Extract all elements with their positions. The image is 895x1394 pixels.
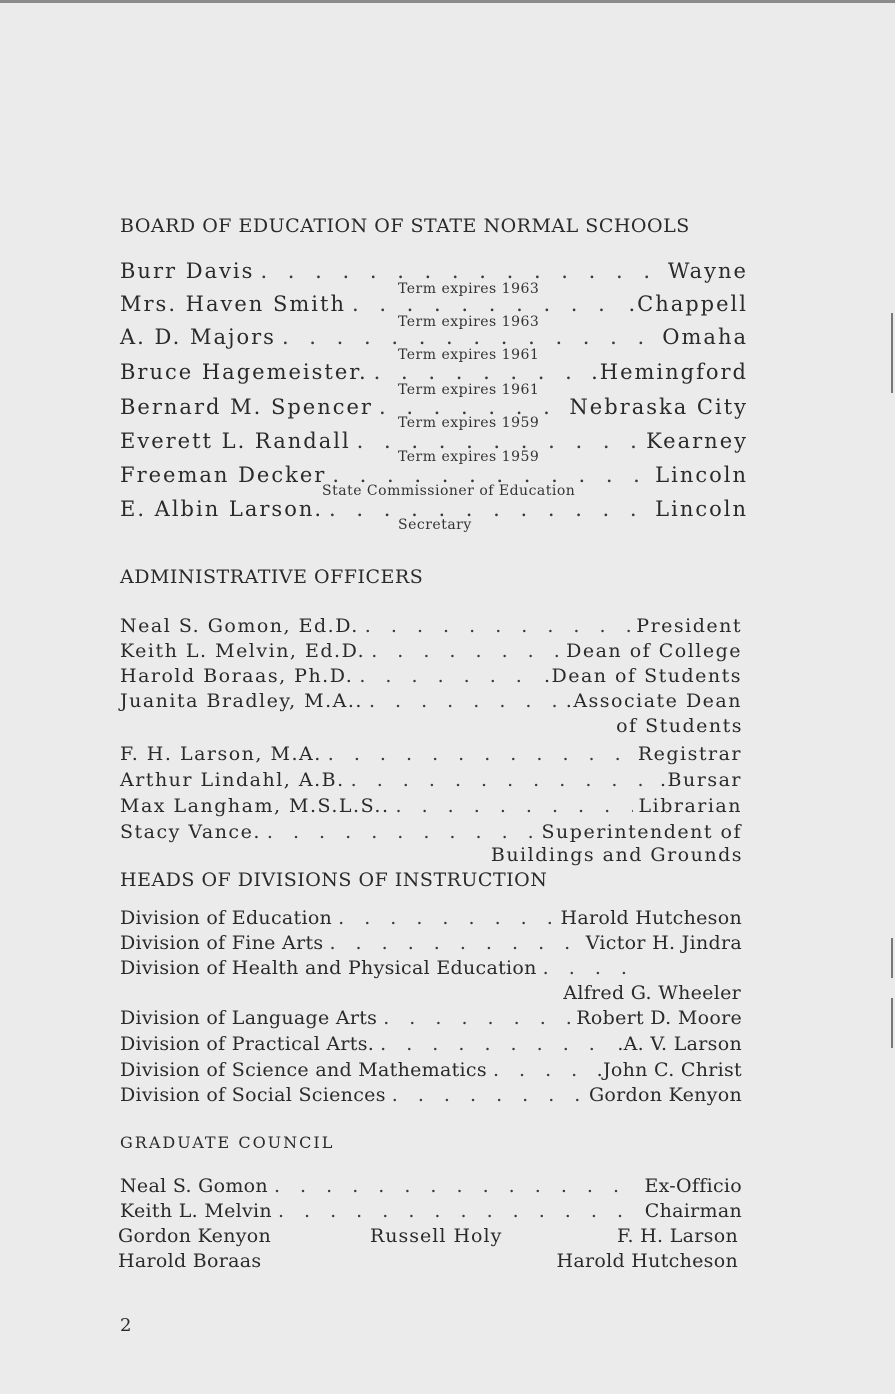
officer-name: Juanita Bradley, M.A..: [120, 690, 363, 712]
division-row: [120, 1059, 742, 1085]
member-place: Omaha: [662, 325, 748, 349]
leader-dots: [282, 325, 656, 349]
member-place: .Chappell: [628, 292, 748, 316]
member-place: Lincoln: [655, 497, 748, 521]
member-note: Secretary: [398, 517, 472, 533]
division-row: [120, 932, 742, 958]
member-place: Lincoln: [655, 463, 748, 487]
officer-role-continued: of Students: [616, 715, 743, 737]
division-name: Division of Education: [120, 907, 333, 929]
member-name: Bernard M. Spencer: [120, 395, 373, 419]
officer-row: [120, 769, 742, 795]
council-member: Harold Boraas: [118, 1250, 262, 1272]
officer-row: [120, 743, 742, 769]
leader-dots: [328, 743, 632, 765]
member-note: Term expires 1963: [398, 314, 540, 330]
officer-name: Neal S. Gomon, Ed.D.: [120, 615, 359, 637]
council-role: Ex-Officio: [644, 1175, 742, 1197]
leader-dots: [369, 690, 560, 712]
officer-role: Superintendent of: [541, 821, 742, 843]
divisions-heading: HEADS OF DIVISIONS OF INSTRUCTION: [120, 869, 548, 891]
member-name: Burr Davis: [120, 259, 255, 283]
division-row: [120, 1007, 742, 1033]
officer-name: Stacy Vance.: [120, 821, 261, 843]
officer-role: .Bursar: [660, 769, 742, 791]
leader-dots: [352, 292, 622, 316]
member-note: Term expires 1963: [398, 281, 540, 297]
division-row: [120, 1084, 742, 1110]
leader-dots: [359, 665, 538, 687]
division-head: .A. V. Larson: [617, 1033, 742, 1055]
leader-dots: [374, 360, 585, 384]
member-name: Bruce Hagemeister.: [120, 360, 368, 384]
member-note: Term expires 1961: [398, 382, 540, 398]
division-head: Robert D. Moore: [576, 1007, 742, 1029]
officer-row: [120, 615, 742, 641]
member-note: Term expires 1959: [398, 415, 540, 431]
officer-name: F. H. Larson, M.A.: [120, 743, 322, 765]
member-name: Everett L. Randall: [120, 429, 351, 453]
graduate-row: [120, 1200, 742, 1226]
officer-name: Keith L. Melvin, Ed.D.: [120, 640, 366, 662]
member-place: Kearney: [646, 429, 748, 453]
officer-role: Registrar: [637, 743, 742, 765]
leader-dots: [396, 795, 633, 817]
member-place: Nebraska City: [569, 395, 748, 419]
leader-dots: [383, 1007, 570, 1029]
division-head: Gordon Kenyon: [588, 1084, 742, 1106]
member-name: A. D. Majors: [120, 325, 276, 349]
leader-dots: [543, 957, 648, 979]
member-name: E. Albin Larson.: [120, 497, 324, 521]
division-head: Victor H. Jindra: [585, 932, 742, 954]
member-name: Mrs. Haven Smith: [120, 292, 346, 316]
leader-dots: [493, 1059, 591, 1081]
leader-dots: [267, 821, 536, 843]
council-name: Neal S. Gomon: [120, 1175, 268, 1197]
officer-name: Max Langham, M.S.L.S..: [120, 795, 390, 817]
division-row: [120, 957, 654, 983]
division-name: Division of Fine Arts: [120, 932, 324, 954]
leader-dots: [278, 1200, 639, 1222]
page-number: 2: [120, 1315, 132, 1336]
member-place: Wayne: [667, 259, 748, 283]
leader-dots: [371, 640, 560, 662]
officer-name: Harold Boraas, Ph.D.: [120, 665, 354, 687]
division-head: .John C. Christ: [596, 1059, 742, 1081]
scan-edge-mark: [891, 313, 893, 393]
board-heading: BOARD OF EDUCATION OF STATE NORMAL SCHOOLS: [120, 215, 690, 237]
member-place: .Hemingford: [591, 360, 748, 384]
leader-dots: [260, 259, 661, 283]
member-note: State Commissioner of Education: [322, 483, 576, 499]
leader-dots: [338, 907, 554, 929]
division-head: Harold Hutcheson: [560, 907, 742, 929]
officer-role: President: [636, 615, 742, 637]
officer-row: [120, 795, 742, 821]
division-name: Division of Language Arts: [120, 1007, 378, 1029]
division-name: Division of Science and Mathematics: [120, 1059, 487, 1081]
officer-role: .Associate Dean: [565, 690, 742, 712]
officer-role: .Dean of Students: [543, 665, 742, 687]
officer-role: Dean of College: [566, 640, 742, 662]
officer-row: [120, 665, 742, 691]
officer-row: [120, 690, 742, 716]
graduate-heading: GRADUATE COUNCIL: [120, 1133, 335, 1152]
council-member: Russell Holy: [370, 1225, 503, 1247]
council-name: Keith L. Melvin: [120, 1200, 272, 1222]
council-member: Gordon Kenyon: [118, 1225, 272, 1247]
leader-dots: [329, 497, 649, 521]
graduate-row: [120, 1175, 742, 1201]
leader-dots: [329, 932, 579, 954]
division-name: Division of Practical Arts.: [120, 1033, 375, 1055]
leader-dots: [274, 1175, 639, 1197]
scan-edge-mark: [891, 938, 893, 978]
division-row: [120, 907, 742, 933]
admin-heading: ADMINISTRATIVE OFFICERS: [120, 566, 424, 588]
officer-name: Arthur Lindahl, A.B.: [120, 769, 345, 791]
division-row: [120, 1033, 742, 1059]
leader-dots: [392, 1084, 583, 1106]
council-member: F. H. Larson: [616, 1225, 738, 1247]
officer-role-continued: Buildings and Grounds: [490, 844, 743, 866]
council-role: Chairman: [644, 1200, 742, 1222]
member-note: Term expires 1959: [398, 449, 540, 465]
council-member: Harold Hutcheson: [556, 1250, 738, 1272]
division-name: Division of Social Sciences: [120, 1084, 386, 1106]
member-name: Freeman Decker: [120, 463, 327, 487]
leader-dots: [365, 615, 630, 637]
officer-role: Librarian: [638, 795, 742, 817]
scan-edge-mark: [891, 998, 893, 1048]
division-name: Division of Health and Physical Education: [120, 957, 537, 979]
leader-dots: [351, 769, 654, 791]
leader-dots: [380, 1033, 611, 1055]
division-head-continued: Alfred G. Wheeler: [563, 982, 741, 1004]
member-note: Term expires 1961: [398, 347, 540, 363]
officer-row: [120, 640, 742, 666]
